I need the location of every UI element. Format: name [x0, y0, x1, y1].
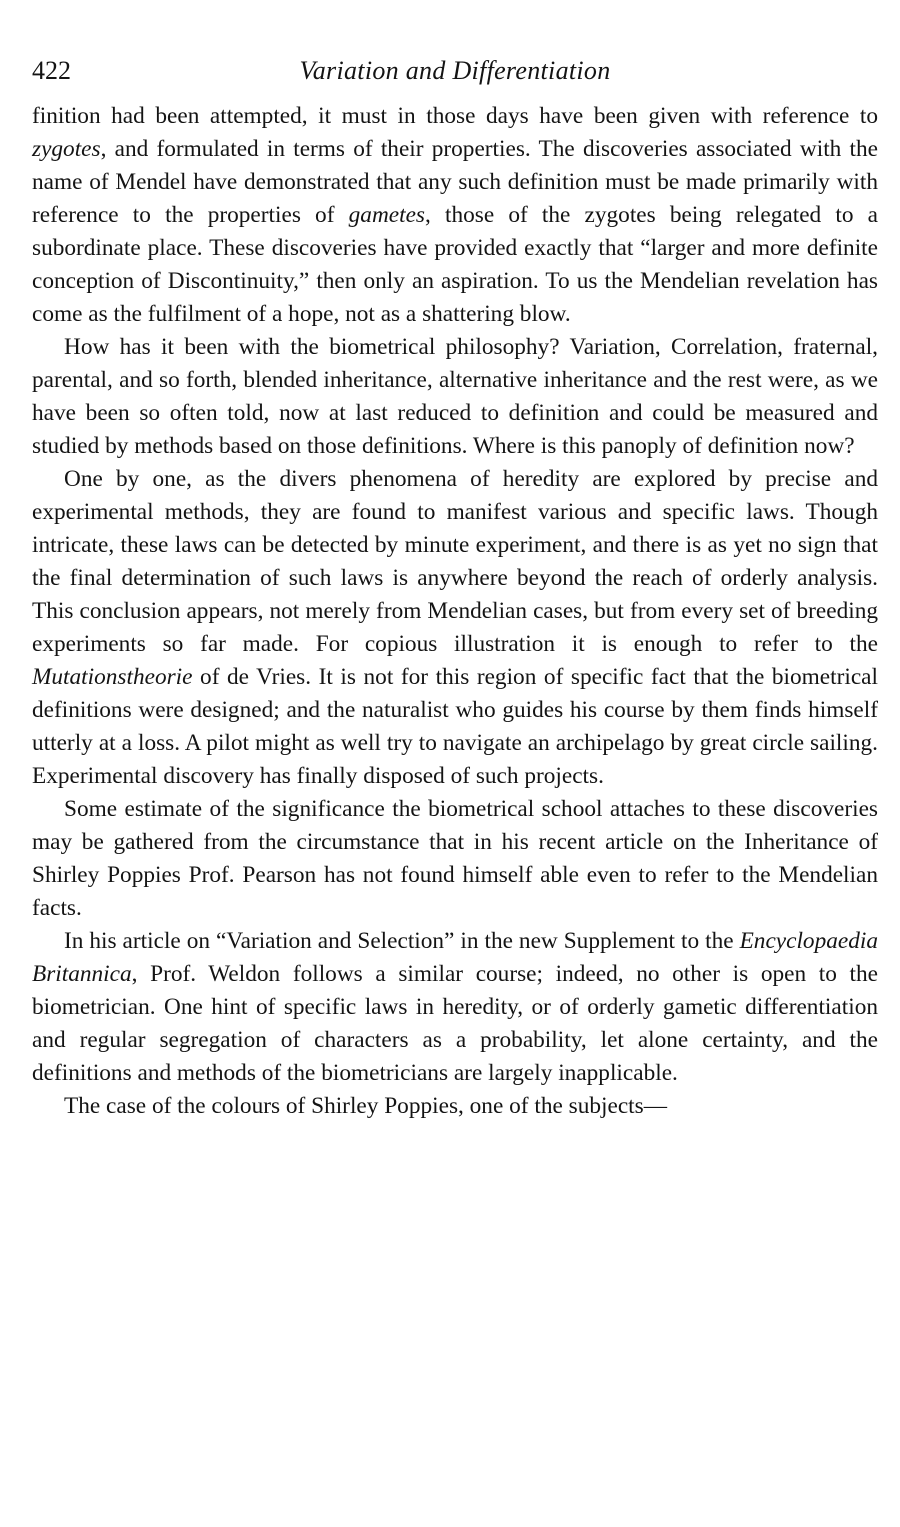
italic-text: Mutationstheorie: [32, 664, 193, 690]
text-run: , those of the zygotes being relegated to a subordinate place. These discoveries have provided exactly that “larger and more definite conception of Discontinuity,” then only an aspiration. To us the Mendelian revelation has come as the fulfilment of a hope, not as a shattering blow.: [32, 202, 878, 327]
body-text: [32, 100, 878, 1123]
text-run: In his article on “Variation and Selection” in the new Supplement to the: [64, 928, 740, 954]
paragraph: [32, 463, 878, 793]
paragraph: [32, 1090, 878, 1123]
paragraph: [32, 925, 878, 1090]
paragraph: [32, 331, 878, 463]
page-header: [32, 52, 878, 92]
text-run: of de Vries. It is not for this region of specific fact that the biometrical definitions were designed; and the naturalist who guides his course by them finds himself utterly at a loss. A pilot might as well try to navigate an archipelago by great circle sailing. Experimental discovery has finally disposed of such projects.: [32, 664, 878, 789]
text-run: The case of the colours of Shirley Poppies, one of the subjects—: [64, 1093, 667, 1119]
text-run: One by one, as the divers phenomena of heredity are explored by precise and experimental methods, they are found to manifest various and specific laws. Though intricate, these laws can be detected by minute experiment, and there is as yet no sign that the final determination of such laws is anywhere beyond the reach of orderly analysis. This conclusion appears, not merely from Mendelian cases, but from every set of breeding experiments so far made. For copious illustration it is enough to refer to the: [32, 466, 878, 657]
text-run: finition had been attempted, it must in those days have been given with reference to: [32, 103, 878, 129]
text-run: , Prof. Weldon follows a similar course; indeed, no other is open to the biometrician. One hint of specific laws in heredity, or of orderly gametic differentiation and regular segregation of characters as a probability, let alone certainty, and the definitions and methods of the biometricians are largely inapplicable.: [32, 961, 878, 1086]
text-run: , and formulated in terms of their properties. The discoveries associated with the name of Mendel have demonstrated that any such definition must be made primarily with reference to the properties of: [32, 136, 878, 228]
italic-text: gametes: [348, 202, 425, 228]
paragraph: [32, 793, 878, 925]
italic-text: Encyclopaedia Britannica: [32, 928, 878, 987]
italic-text: zygotes: [32, 136, 101, 162]
book-page: [32, 52, 878, 1123]
text-run: How has it been with the biometrical philosophy? Variation, Correlation, fraternal, parental, and so forth, blended inheritance, alternative inheritance and the rest were, as we have been so often told, now at last reduced to definition and could be measured and studied by methods based on those definitions. Where is this panoply of definition now?: [32, 334, 878, 459]
running-title: Variation and Differentiation: [299, 56, 611, 85]
text-run: Some estimate of the significance the biometrical school attaches to these discoveries may be gathered from the circumstance that in his recent article on the Inheritance of Shirley Poppies Prof. Pearson has not found himself able even to refer to the Mendelian facts.: [32, 796, 878, 921]
page-number: 422: [32, 56, 71, 85]
paragraph: [32, 100, 878, 331]
